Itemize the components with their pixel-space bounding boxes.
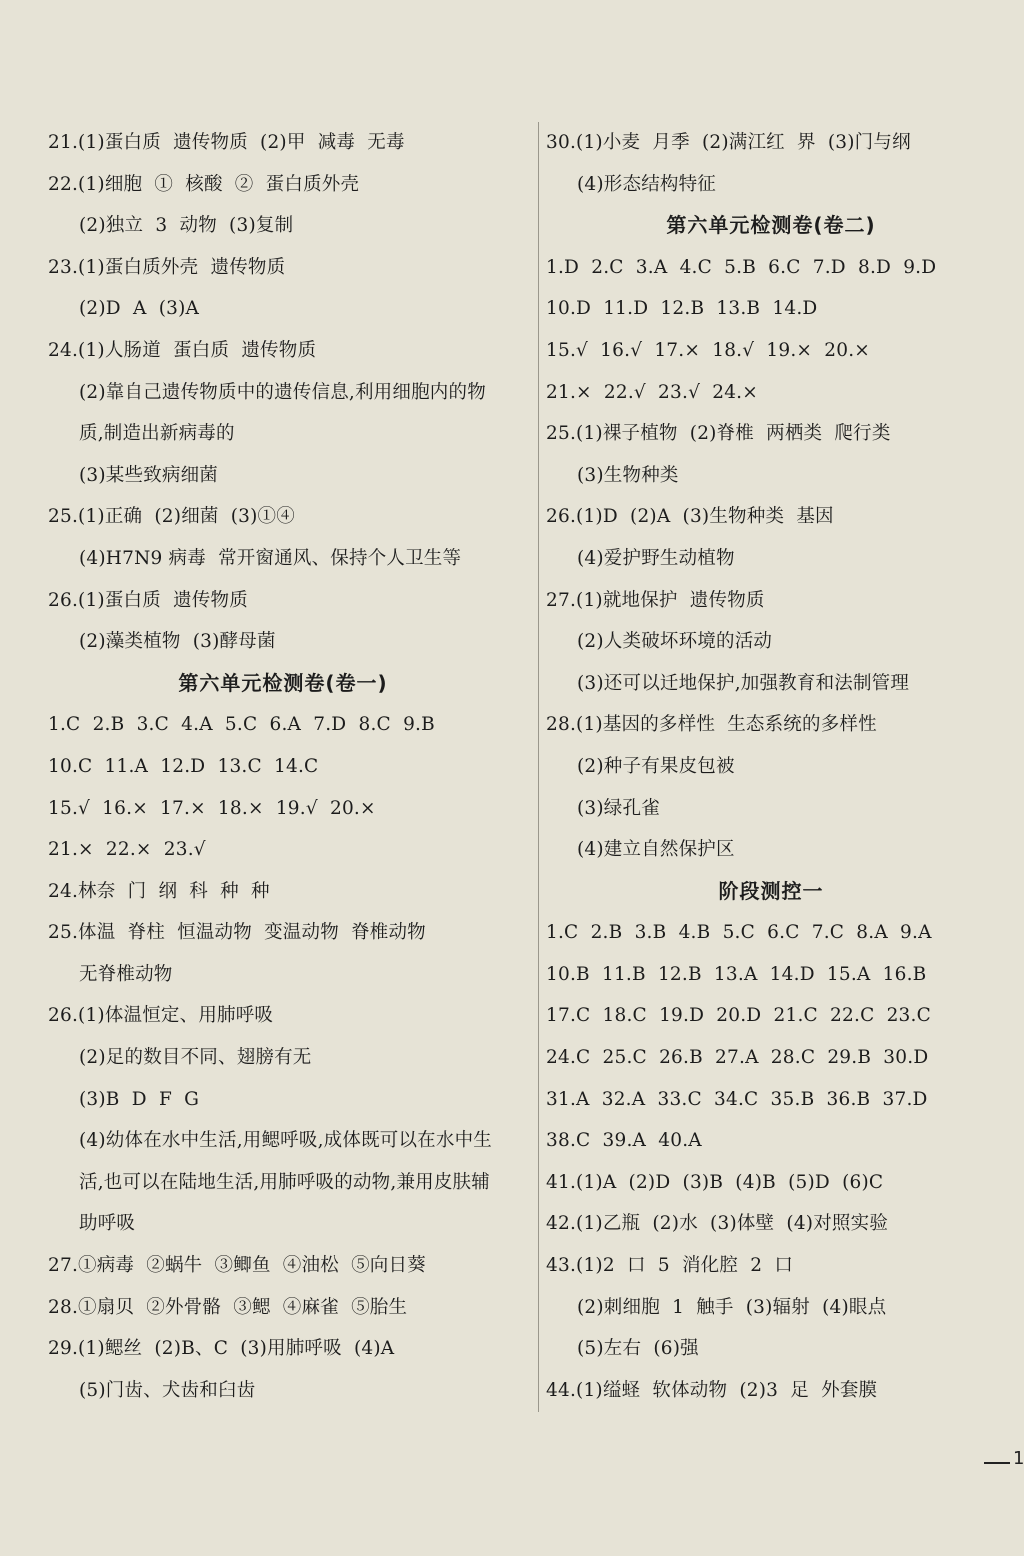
- answer-line: 30.(1)小麦 月季 (2)满江红 界 (3)门与纲: [546, 132, 911, 153]
- column-divider: [538, 122, 539, 1412]
- answer-line: (3)绿孔雀: [577, 797, 660, 819]
- answer-line: 41.(1)A (2)D (3)B (4)B (5)D (6)C: [546, 1171, 884, 1193]
- answer-line: (4)爱护野生动植物: [577, 547, 735, 569]
- answer-line: (3)某些致病细菌: [79, 464, 219, 486]
- left-column: [48, 122, 518, 1411]
- answer-line: (2)人类破坏环境的活动: [577, 631, 773, 653]
- answer-line: (2)足的数目不同、翅膀有无: [79, 1047, 312, 1069]
- answer-line: 24.林奈 门 纲 科 种 种: [48, 880, 270, 902]
- answer-line: 活,也可以在陆地生活,用肺呼吸的动物,兼用皮肤辅: [79, 1171, 490, 1193]
- answer-line: (2)刺细胞 1 触手 (3)辐射 (4)眼点: [577, 1296, 887, 1318]
- answer-line: (4)幼体在水中生活,用鳃呼吸,成体既可以在水中生: [79, 1130, 492, 1152]
- answer-line: (3)B D F G: [79, 1088, 200, 1110]
- answer-line: (2)藻类植物 (3)酵母菌: [79, 631, 276, 653]
- page-number: 1: [1013, 1448, 1024, 1469]
- answer-line: (2)D A (3)A: [79, 298, 200, 320]
- right-column: [546, 122, 996, 1411]
- answer-line: 25.(1)正确 (2)细菌 (3)①④: [48, 506, 295, 528]
- answer-line: 17.C 18.C 19.D 20.D 21.C 22.C 23.C: [546, 1005, 931, 1027]
- answer-line: 1.C 2.B 3.C 4.A 5.C 6.A 7.D 8.C 9.B: [48, 714, 435, 736]
- answer-line: 1.C 2.B 3.B 4.B 5.C 6.C 7.C 8.A 9.A: [546, 922, 932, 944]
- answer-line: 10.B 11.B 12.B 13.A 14.D 15.A 16.B: [546, 963, 927, 985]
- answer-line: (5)左右 (6)强: [577, 1338, 699, 1360]
- answer-line: 27.①病毒 ②蜗牛 ③鲫鱼 ④油松 ⑤向日葵: [48, 1255, 426, 1277]
- answer-line: 15.√ 16.√ 17.× 18.√ 19.× 20.×: [546, 339, 871, 361]
- answer-line: 27.(1)就地保护 遗传物质: [546, 589, 765, 611]
- answer-line: 28.①扇贝 ②外骨骼 ③鳃 ④麻雀 ⑤胎生: [48, 1296, 408, 1318]
- answer-line: 23.(1)蛋白质外壳 遗传物质: [48, 256, 286, 278]
- answer-line: 21.(1)蛋白质 遗传物质 (2)甲 减毒 无毒: [48, 132, 405, 153]
- answer-line: (3)还可以迁地保护,加强教育和法制管理: [577, 672, 910, 694]
- answer-line: 31.A 32.A 33.C 34.C 35.B 36.B 37.D: [546, 1088, 928, 1110]
- answer-line: 无脊椎动物: [79, 963, 173, 985]
- answer-line: (3)生物种类: [577, 464, 679, 486]
- answer-line: 28.(1)基因的多样性 生态系统的多样性: [546, 714, 877, 736]
- answer-line: 38.C 39.A 40.A: [546, 1130, 702, 1152]
- answer-line: 质,制造出新病毒的: [79, 423, 235, 445]
- answer-line: (2)种子有果皮包被: [577, 755, 735, 777]
- section-heading: 阶段测控一: [718, 878, 824, 903]
- answer-line: (4)形态结构特征: [577, 173, 717, 195]
- answer-line: (4)H7N9 病毒 常开窗通风、保持个人卫生等: [79, 547, 462, 569]
- answer-line: 10.D 11.D 12.B 13.B 14.D: [546, 298, 818, 320]
- answer-line: 43.(1)2 口 5 消化腔 2 口: [546, 1255, 794, 1277]
- answer-line: 22.(1)细胞 ① 核酸 ② 蛋白质外壳: [48, 173, 360, 195]
- answer-line: (4)建立自然保护区: [577, 839, 735, 861]
- answer-line: 10.C 11.A 12.D 13.C 14.C: [48, 755, 319, 777]
- answer-line: 25.(1)裸子植物 (2)脊椎 两栖类 爬行类: [546, 423, 891, 445]
- answer-line: 24.C 25.C 26.B 27.A 28.C 29.B 30.D: [546, 1047, 929, 1069]
- answer-line: 1.D 2.C 3.A 4.C 5.B 6.C 7.D 8.D 9.D: [546, 256, 937, 278]
- answer-line: 26.(1)体温恒定、用肺呼吸: [48, 1005, 274, 1027]
- section-heading: 第六单元检测卷(卷一): [178, 670, 388, 695]
- answer-line: 24.(1)人肠道 蛋白质 遗传物质: [48, 339, 317, 361]
- section-heading: 第六单元检测卷(卷二): [666, 213, 876, 238]
- answer-line: 29.(1)鳃丝 (2)B、C (3)用肺呼吸 (4)A: [48, 1338, 395, 1360]
- answer-line: (2)靠自己遗传物质中的遗传信息,利用细胞内的物: [79, 381, 486, 403]
- answer-line: 21.× 22.√ 23.√ 24.×: [546, 381, 758, 403]
- answer-line: (2)独立 3 动物 (3)复制: [79, 215, 294, 237]
- answer-line: 44.(1)缢蛏 软体动物 (2)3 足 外套膜: [546, 1379, 878, 1401]
- answer-line: 26.(1)D (2)A (3)生物种类 基因: [546, 506, 834, 528]
- answer-line: 助呼吸: [79, 1213, 136, 1235]
- answer-line: (5)门齿、犬齿和臼齿: [79, 1379, 256, 1401]
- answer-line: 25.体温 脊柱 恒温动物 变温动物 脊椎动物: [48, 922, 426, 944]
- answer-line: 21.× 22.× 23.√: [48, 839, 206, 861]
- answer-line: 42.(1)乙瓶 (2)水 (3)体壁 (4)对照实验: [546, 1213, 889, 1235]
- page-number-dash: [984, 1462, 1010, 1464]
- answer-line: 15.√ 16.× 17.× 18.× 19.√ 20.×: [48, 797, 376, 819]
- answer-line: 26.(1)蛋白质 遗传物质: [48, 589, 248, 611]
